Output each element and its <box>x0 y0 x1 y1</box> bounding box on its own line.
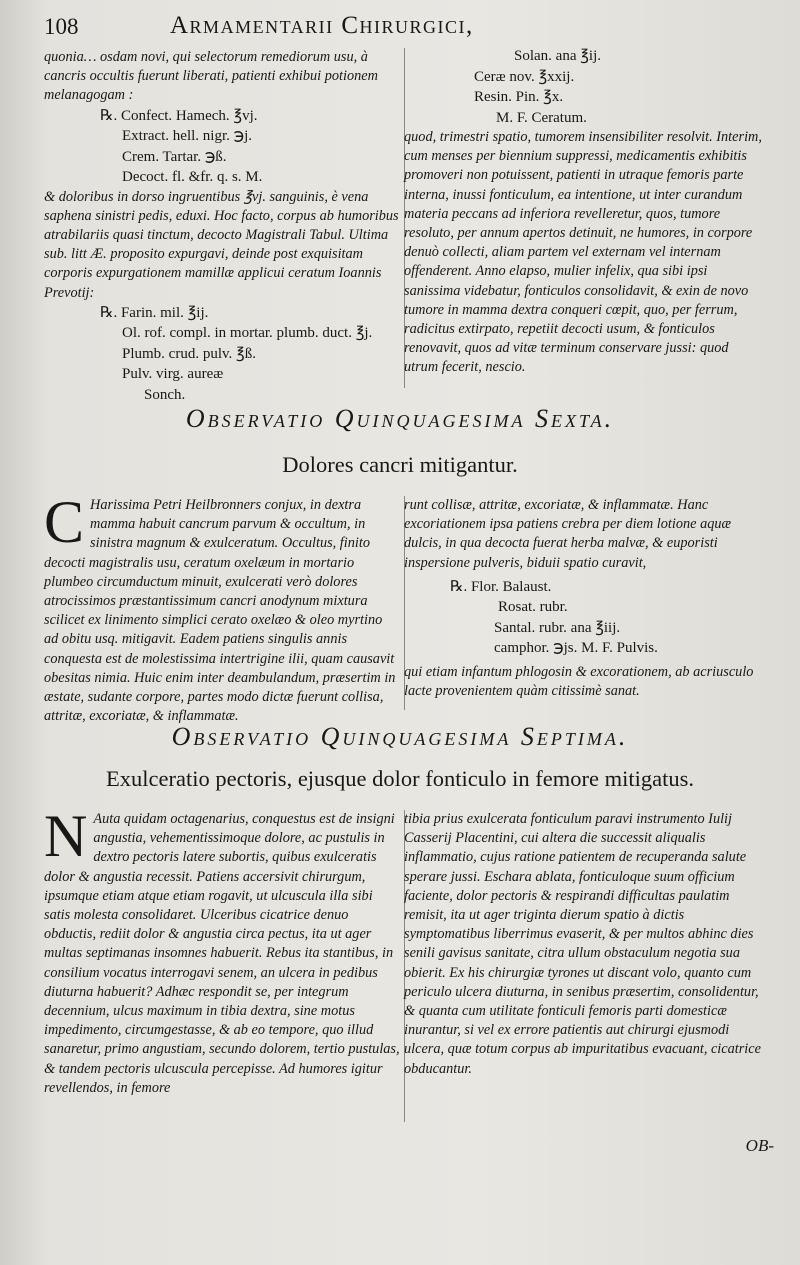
catchword: OB- <box>745 1136 774 1155</box>
prescription-line: ℞. Confect. Hamech. ℥vj. <box>100 107 258 124</box>
paragraph: quonia… osdam novi, qui selectorum remediorum usu, à cancris occultis fuerunt liberati, patienti exhibui potionem melanagogam : <box>44 49 378 104</box>
obs57-right-column <box>404 810 766 1079</box>
prescription-line: Extract. hell. nigr. ℈j. <box>122 128 253 145</box>
top-right-column <box>404 46 766 378</box>
page-number: 108 <box>44 14 79 39</box>
drop-cap: C <box>44 489 85 555</box>
prescription-line: ℞. Flor. Balaust. <box>450 578 552 595</box>
prescription-line: Resin. Pin. ℥x. <box>474 89 564 105</box>
paragraph: & doloribus in dorso ingruentibus ℥vj. sanguinis, è vena saphena sinistri pedis, eduxi. Hoc facto, corpus ab humoribus atrabilariis quasi tinctum, decocto Magistrali Tabul. Ultima sub. litt Æ. proposito expurgavi, deinde post exquisitam corporis expurgationem mamillæ applicui ceratum Ioannis Prevotij: <box>44 188 399 301</box>
paragraph: runt collisæ, attritæ, excoriatæ, & inflammatæ. Hanc excoriationem ipsa patiens crebra per diem lotione aquæ dulcis, in qua decocta fuerat herba malvæ, & euporisti inspersione pulveris, biduii spatio curavit, <box>404 497 732 571</box>
paragraph: tibia prius exulcerata fonticulum paravi instrumento Iulij Casserij Placentini, cui altera die successit aliqualis inflammatio, cujus ratione patientem de recuperanda salute sperare jussi. Eschara ablata, fonticuloque suum officium faciente, dolor pectoris & respirandi difficultas paulatim remisit, ita ut ager triginta dierum spatio à dictis symptomatibus liberrimus evaserit, & per multos abhinc dies senili gavisus sanitate, citra ullum obstaculum negotia sua obierit. Ex his chirurgiæ tyrones ut discant volo, quanto cum periculo ulcera diuturna, in senibus præsertim, consolidentur, & quanta cum utilitate fonticuli femoris parti domesticæ inurantur, si vel ex errore patientis aut chirurgi ejusmodi ulcera, quæ totum corpus ab impuritatibus evacuant, cicatrice obducantur. <box>404 811 761 1077</box>
prescription-line: Pulv. virg. aureæ <box>122 366 224 383</box>
prescription <box>404 577 766 659</box>
prescription <box>404 46 766 128</box>
observation-title: Observatio Quinquagesima Septima. <box>171 722 629 751</box>
obs57-left-column <box>44 803 400 1098</box>
prescription-line: Santal. rubr. ana ℥iij. <box>494 619 621 636</box>
prescription <box>44 303 400 406</box>
observation-subtitle: Exulceratio pectoris, ejusque dolor fonticulo in femore mitigatus. <box>106 766 694 791</box>
prescription-line: Ceræ nov. ℥xxij. <box>474 68 575 85</box>
observation-title: Observatio Quinquagesima Sexta. <box>185 404 615 433</box>
obs56-left-column <box>44 489 400 726</box>
prescription <box>44 106 400 188</box>
running-title: Armamentarii Chirurgici, <box>170 12 474 39</box>
prescription-line: camphor. ℈js. M. F. Pulvis. <box>494 640 658 657</box>
paragraph: qui etiam infantum phlogosin & excorationem, ab acriusculo lacte provenientem quàm citissimè sanat. <box>404 663 754 700</box>
drop-cap: N <box>44 803 88 869</box>
observation-subtitle: Dolores cancri mitigantur. <box>282 452 518 477</box>
prescription-line: Solan. ana ℥ij. <box>514 48 601 64</box>
prescription-line: Crem. Tartar. ℈ß. <box>122 148 227 165</box>
paragraph: Harissima Petri Heilbronners conjux, in dextra mamma habuit cancrum parvum & occultum, in sinistra magnum & exulceratum. Occultus, finito decocti magistralis usu, ceratum oxelæum in mortario plumbeo circumductum minuit, exulcerati verò dolores atrocissimos præstantissimum cancri anodynum mixtura scilicet ex linimento simplici cerato oxelæo & oleo myrtino ad obitu usq. mitigavit. Eadem patiens singulis annis conquesta est de molestissima intertrigine ilii, quam causavit obesitas nimia. Huic enim inter deambulandum, præsertim in æstate, sudante corpore, partes modo dictæ fuerunt collisa, attritæ, excoriatæ, & inflammatæ. <box>44 497 396 725</box>
prescription-line: Decoct. fl. &fr. q. s. M. <box>122 169 263 186</box>
prescription-line: Ol. rof. compl. in mortar. plumb. duct. ℥j. <box>122 325 373 342</box>
prescription-line: Sonch. <box>144 386 186 403</box>
prescription-line: Rosat. rubr. <box>498 599 568 616</box>
prescription-line: M. F. Ceratum. <box>496 109 587 126</box>
obs56-right-column <box>404 496 766 701</box>
prescription-line: Plumb. crud. pulv. ℥ß. <box>122 345 256 362</box>
top-left-column <box>44 48 400 405</box>
paragraph: quod, trimestri spatio, tumorem insensibiliter resolvit. Interim, cum menses per biennium suppressi, medicamentis exhibitis promoveri non potuissent, patienti in utraque femoris parte interna, inussi fonticulum, ea intentione, ut inter curandum materia peccans ad inferiora revelleretur, quos, tumore resoluto, per annum apertos detinuit, ne humores, in corpore denuò collecti, aliam partem vel externam vel internam offenderent. Anno elapso, mulier infelix, qua sibi ipsi sanissima videbatur, fonticulos consolidavit, & exin de novo tumore in mamma dextra conqueri cœpit, quo, per ferrum, radicitus extirpato, repetiit decocti usum, & fonticulos renovavit, quos ad vitæ terminum conservare jussi: quod utrum fecerit, nescio. <box>404 129 762 376</box>
prescription-line: ℞. Farin. mil. ℥ij. <box>100 304 209 321</box>
paragraph: Auta quidam octagenarius, conquestus est de insigni angustia, vehementissimoque dolore, ac pustulis in dextro pectoris latere subortis, quibus exulceratis dolor & angustia recessit. Patiens accersivit chirurgum, ipsumque etiam atque etiam rogavit, ut ulcuscula illa sibi satis molesta consolidaret. Ulceribus cicatrice denuo obductis, rediit dolor & angustia circa pectus, ita ut ager multas septimanas insomnes habuerit. Rebus ita stantibus, in consilium vocatus interrogavi senem, an ulcera in pedibus diuturna habuerit? Adhæc respondit se, per integrum decennium, ulcus maximum in tibia dextra, sine motus impedimento, circumgestasse, & ab eo tempore, quo illud sanaretur, primo angustiam, secundo dolorem, tertio pustulas, & tandem pectoris ulcuscula percepisse. Ad humores igitur revellendos, in femore <box>44 811 400 1096</box>
